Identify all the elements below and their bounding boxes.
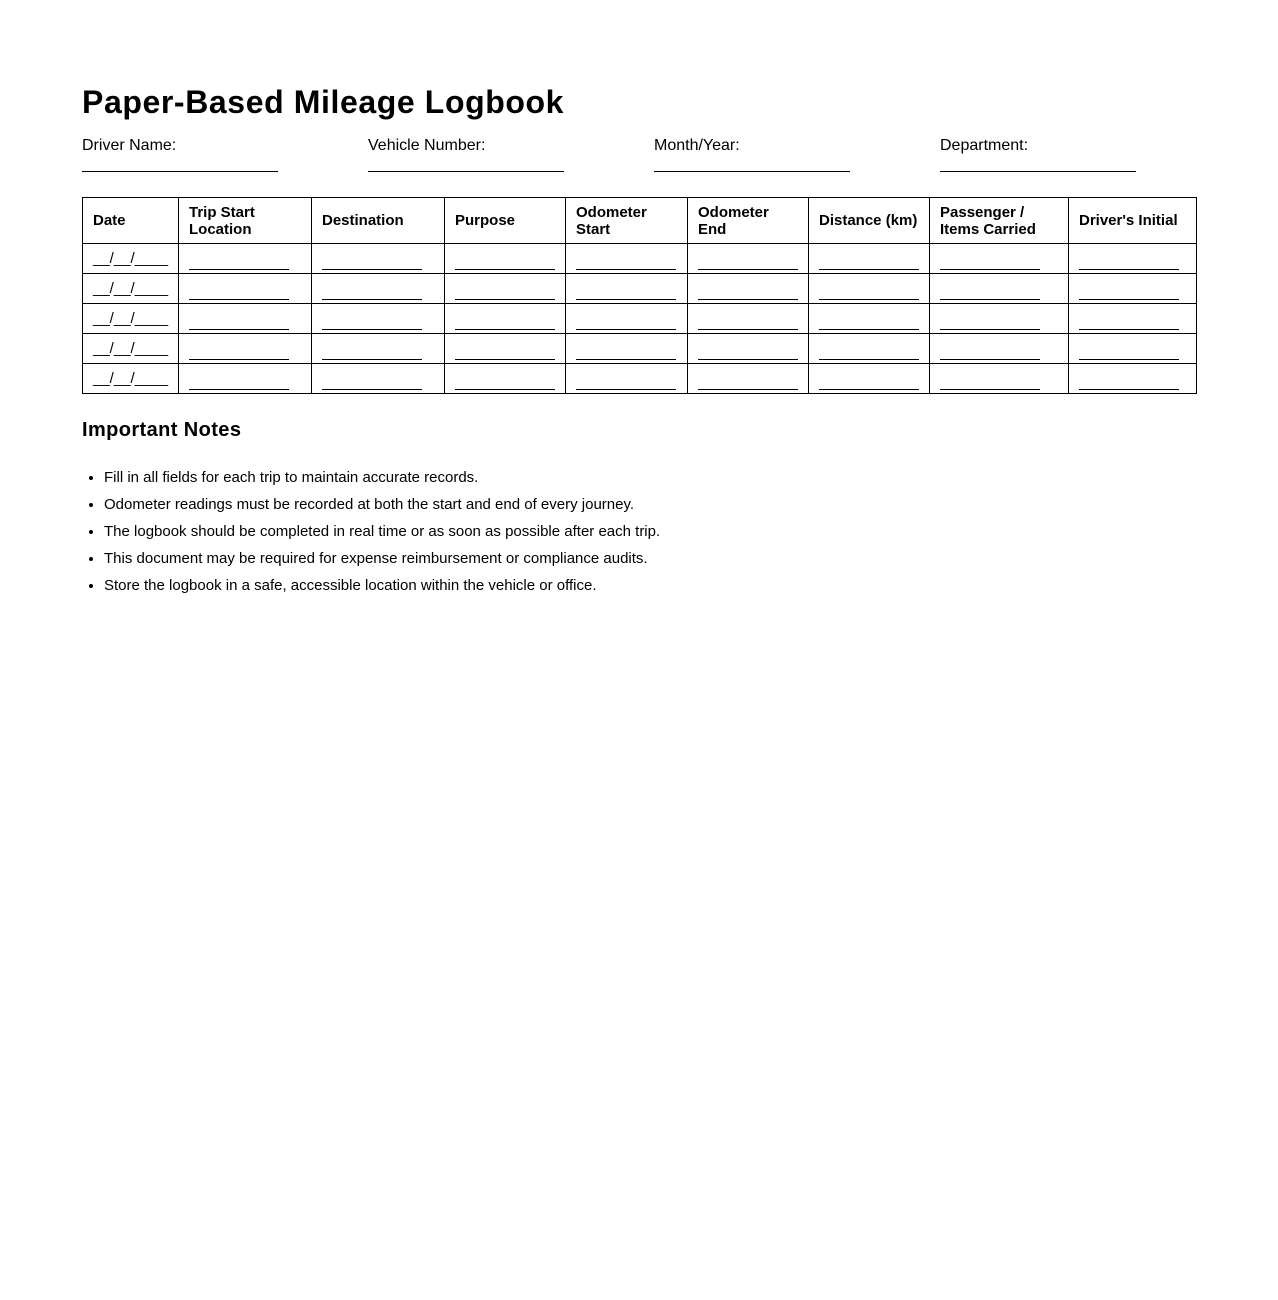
- destination-cell: [312, 274, 445, 304]
- mileage-log-table: [82, 197, 1197, 394]
- date-cell: [83, 304, 179, 334]
- blank-line: [576, 255, 676, 270]
- blank-line: [1079, 375, 1179, 390]
- blank-line: [189, 375, 289, 390]
- drivers-initial-cell: [1069, 364, 1197, 394]
- odometer-end-cell: [688, 244, 809, 274]
- vehicle-number-blank-line: [368, 171, 564, 172]
- note-item: • Store the logbook in a safe, accessible location within the vehicle or office.: [104, 572, 1196, 599]
- driver-name-blank-line: [82, 171, 278, 172]
- trip-start-location-cell: [179, 364, 312, 394]
- blank-line: [1079, 345, 1179, 360]
- purpose-cell: [445, 244, 566, 274]
- blank-line: [322, 285, 422, 300]
- notes-list: [82, 464, 1196, 599]
- blank-line: [1079, 255, 1179, 270]
- important-notes-section: [82, 418, 1196, 599]
- vehicle-number-label: Vehicle Number:: [368, 137, 486, 154]
- blank-line: [698, 255, 798, 270]
- odometer-start-cell: [566, 274, 688, 304]
- note-item: • Odometer readings must be recorded at both the start and end of every journey.: [104, 491, 1196, 518]
- table-body: [83, 244, 1197, 394]
- driver-name-field: [82, 136, 278, 172]
- column-header-destination: Destination: [312, 198, 445, 244]
- date-blank: __/__/____: [93, 309, 169, 327]
- date-blank: __/__/____: [93, 339, 169, 357]
- column-header-passenger-items: Passenger / Items Carried: [930, 198, 1069, 244]
- date-cell: [83, 244, 179, 274]
- blank-line: [455, 315, 555, 330]
- month-year-label: Month/Year:: [654, 137, 740, 154]
- blank-line: [698, 345, 798, 360]
- header-fields: [82, 136, 1196, 184]
- driver-name-label: Driver Name:: [82, 137, 177, 154]
- odometer-start-cell: [566, 334, 688, 364]
- blank-line: [322, 315, 422, 330]
- notes-title: Important Notes: [82, 419, 242, 441]
- column-header-purpose: Purpose: [445, 198, 566, 244]
- odometer-end-cell: [688, 304, 809, 334]
- distance-cell: [809, 364, 930, 394]
- column-header-odometer-start: Odometer Start: [566, 198, 688, 244]
- blank-line: [455, 255, 555, 270]
- odometer-start-cell: [566, 364, 688, 394]
- drivers-initial-cell: [1069, 304, 1197, 334]
- purpose-cell: [445, 364, 566, 394]
- department-blank-line: [940, 171, 1136, 172]
- blank-line: [698, 285, 798, 300]
- blank-line: [322, 375, 422, 390]
- blank-line: [819, 345, 919, 360]
- date-blank: __/__/____: [93, 369, 169, 387]
- table-row: [83, 244, 1197, 274]
- drivers-initial-cell: [1069, 274, 1197, 304]
- blank-line: [455, 285, 555, 300]
- blank-line: [576, 345, 676, 360]
- distance-cell: [809, 274, 930, 304]
- passenger-items-cell: [930, 274, 1069, 304]
- blank-line: [698, 375, 798, 390]
- blank-line: [189, 255, 289, 270]
- column-header-distance: Distance (km): [809, 198, 930, 244]
- column-header-drivers-initial: Driver's Initial: [1069, 198, 1197, 244]
- distance-cell: [809, 334, 930, 364]
- table-row: [83, 334, 1197, 364]
- logbook-page: [82, 82, 1196, 594]
- table-row: [83, 364, 1197, 394]
- passenger-items-cell: [930, 334, 1069, 364]
- purpose-cell: [445, 274, 566, 304]
- blank-line: [455, 345, 555, 360]
- trip-start-location-cell: [179, 244, 312, 274]
- month-year-field: [654, 136, 850, 172]
- column-header-trip-start-location: Trip Start Location: [179, 198, 312, 244]
- column-header-odometer-end: Odometer End: [688, 198, 809, 244]
- drivers-initial-cell: [1069, 244, 1197, 274]
- blank-line: [1079, 285, 1179, 300]
- column-header-date: Date: [83, 198, 179, 244]
- table-header-row: [83, 198, 1197, 244]
- blank-line: [819, 255, 919, 270]
- passenger-items-cell: [930, 364, 1069, 394]
- blank-line: [940, 345, 1040, 360]
- note-item: • Fill in all fields for each trip to maintain accurate records.: [104, 464, 1196, 491]
- distance-cell: [809, 244, 930, 274]
- department-field: [940, 136, 1136, 172]
- passenger-items-cell: [930, 304, 1069, 334]
- blank-line: [322, 255, 422, 270]
- blank-line: [819, 285, 919, 300]
- trip-start-location-cell: [179, 304, 312, 334]
- purpose-cell: [445, 304, 566, 334]
- blank-line: [698, 315, 798, 330]
- passenger-items-cell: [930, 244, 1069, 274]
- blank-line: [576, 375, 676, 390]
- blank-line: [455, 375, 555, 390]
- blank-line: [576, 285, 676, 300]
- odometer-end-cell: [688, 364, 809, 394]
- odometer-start-cell: [566, 244, 688, 274]
- note-item: • This document may be required for expense reimbursement or compliance audits.: [104, 545, 1196, 572]
- table-row: [83, 304, 1197, 334]
- odometer-start-cell: [566, 304, 688, 334]
- date-cell: [83, 364, 179, 394]
- distance-cell: [809, 304, 930, 334]
- blank-line: [322, 345, 422, 360]
- blank-line: [940, 285, 1040, 300]
- destination-cell: [312, 304, 445, 334]
- date-cell: [83, 274, 179, 304]
- date-blank: __/__/____: [93, 279, 169, 297]
- purpose-cell: [445, 334, 566, 364]
- vehicle-number-field: [368, 136, 564, 172]
- table-row: [83, 274, 1197, 304]
- blank-line: [576, 315, 676, 330]
- blank-line: [189, 315, 289, 330]
- destination-cell: [312, 244, 445, 274]
- trip-start-location-cell: [179, 274, 312, 304]
- trip-start-location-cell: [179, 334, 312, 364]
- month-year-blank-line: [654, 171, 850, 172]
- blank-line: [940, 375, 1040, 390]
- blank-line: [1079, 315, 1179, 330]
- blank-line: [819, 315, 919, 330]
- destination-cell: [312, 334, 445, 364]
- blank-line: [940, 255, 1040, 270]
- blank-line: [189, 285, 289, 300]
- date-blank: __/__/____: [93, 249, 169, 267]
- destination-cell: [312, 364, 445, 394]
- page-title: Paper-Based Mileage Logbook: [82, 84, 565, 120]
- blank-line: [189, 345, 289, 360]
- date-cell: [83, 334, 179, 364]
- blank-line: [940, 315, 1040, 330]
- department-label: Department:: [940, 137, 1029, 154]
- note-item: • The logbook should be completed in real time or as soon as possible after each trip.: [104, 518, 1196, 545]
- drivers-initial-cell: [1069, 334, 1197, 364]
- blank-line: [819, 375, 919, 390]
- odometer-end-cell: [688, 274, 809, 304]
- odometer-end-cell: [688, 334, 809, 364]
